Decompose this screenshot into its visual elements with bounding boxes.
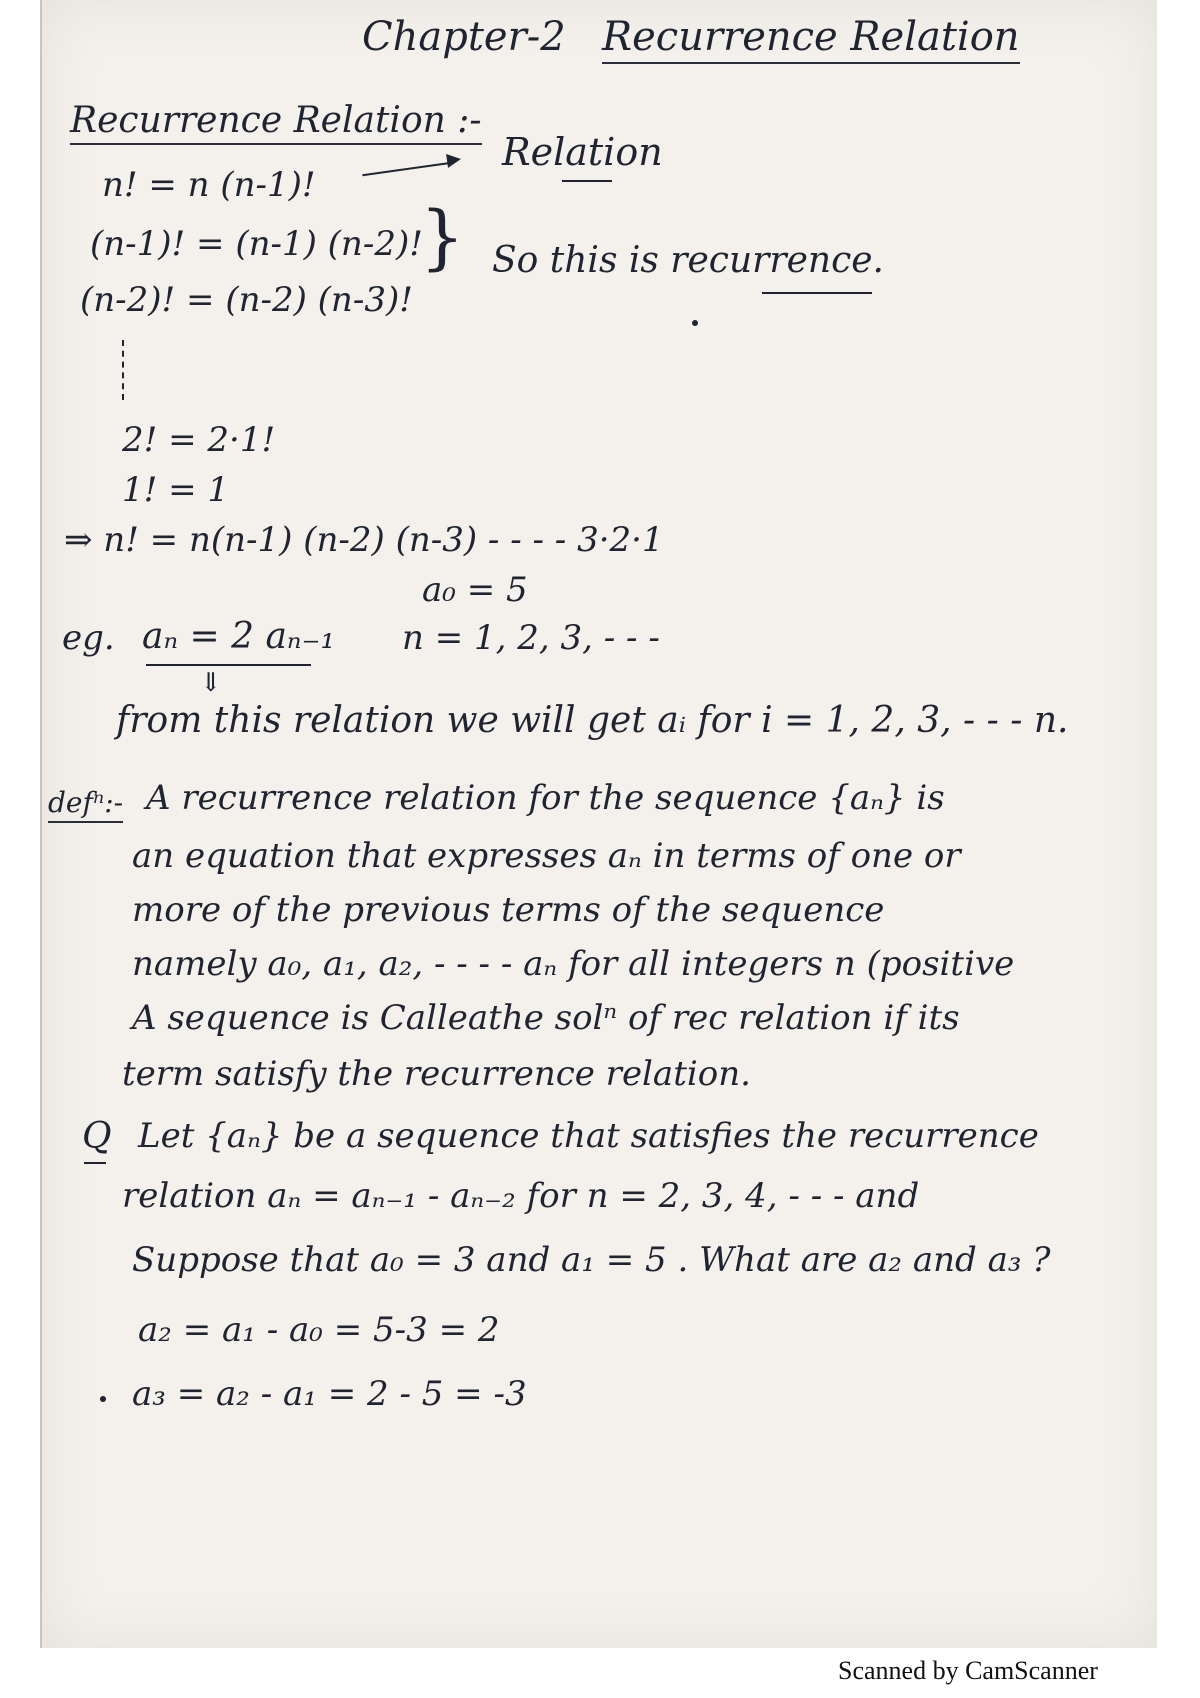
example-initial: a₀ = 5 (422, 570, 528, 610)
question-label: Q (82, 1116, 112, 1157)
question-underline (84, 1162, 106, 1164)
ink-dot (692, 320, 698, 326)
example-relation: aₙ = 2 aₙ₋₁ (142, 616, 335, 657)
recurrence-side-note: So this is recurrence. (492, 240, 884, 281)
factorial-line-6: ⇒ n! = n(n-1) (n-2) (n-3) - - - - 3·2·1 (64, 520, 664, 560)
notebook-page (40, 0, 1157, 1648)
recurrence-underline (762, 292, 872, 294)
factorial-line-3: (n-2)! = (n-2) (n-3)! (80, 280, 413, 320)
chapter-topic: Recurrence Relation (602, 14, 1020, 64)
chapter-label: Chapter-2 (362, 14, 566, 60)
relation-note: Relation (502, 130, 663, 174)
factorial-line-4: 2! = 2·1! (122, 420, 276, 460)
arrow-connector (362, 162, 451, 177)
definition-line: A sequence is Calleathe solⁿ of rec relation if its (132, 998, 960, 1038)
factorial-line-1: n! = n (n-1)! (102, 165, 316, 205)
question-line: relation aₙ = aₙ₋₁ - aₙ₋₂ for n = 2, 3, 4, - - - and (122, 1176, 920, 1216)
example-label: eg. (62, 618, 115, 658)
relation-underbrace (146, 664, 311, 666)
definition-line: A recurrence relation for the sequence {aₙ} is (146, 778, 945, 818)
question-line: Suppose that a₀ = 3 and a₁ = 5 . What are a₂ and a₃ ? (132, 1240, 1051, 1280)
continuation-dots (122, 340, 124, 400)
down-arrow-icon: ⇓ (200, 668, 222, 698)
definition-line: namely a₀, a₁, a₂, - - - - aₙ for all integers n (positive (132, 944, 1015, 984)
definition-line: an equation that expresses aₙ in terms of one or (132, 836, 961, 876)
example-range: n = 1, 2, 3, - - - (402, 618, 660, 658)
answer-line: a₃ = a₂ - a₁ = 2 - 5 = -3 (132, 1374, 527, 1414)
question-line: Let {aₙ} be a sequence that satisfies the recurrence (138, 1116, 1039, 1156)
right-brace: } (420, 196, 465, 278)
definition-line: more of the previous terms of the sequence (132, 890, 885, 930)
bullet-dot (100, 1396, 106, 1402)
definition-line: term satisfy the recurrence relation. (122, 1054, 751, 1094)
example-from-text: from this relation we will get aᵢ for i = 1, 2, 3, - - - n. (116, 700, 1069, 741)
answer-line: a₂ = a₁ - a₀ = 5-3 = 2 (138, 1310, 500, 1350)
relation-underline (562, 180, 612, 182)
scanner-watermark: Scanned by CamScanner (838, 1656, 1098, 1685)
factorial-line-2: (n-1)! = (n-1) (n-2)! (90, 224, 423, 264)
arrow-icon (446, 152, 462, 168)
definition-label: defⁿ:- (48, 786, 123, 823)
section-heading: Recurrence Relation :- (70, 100, 482, 145)
factorial-line-5: 1! = 1 (122, 470, 230, 510)
